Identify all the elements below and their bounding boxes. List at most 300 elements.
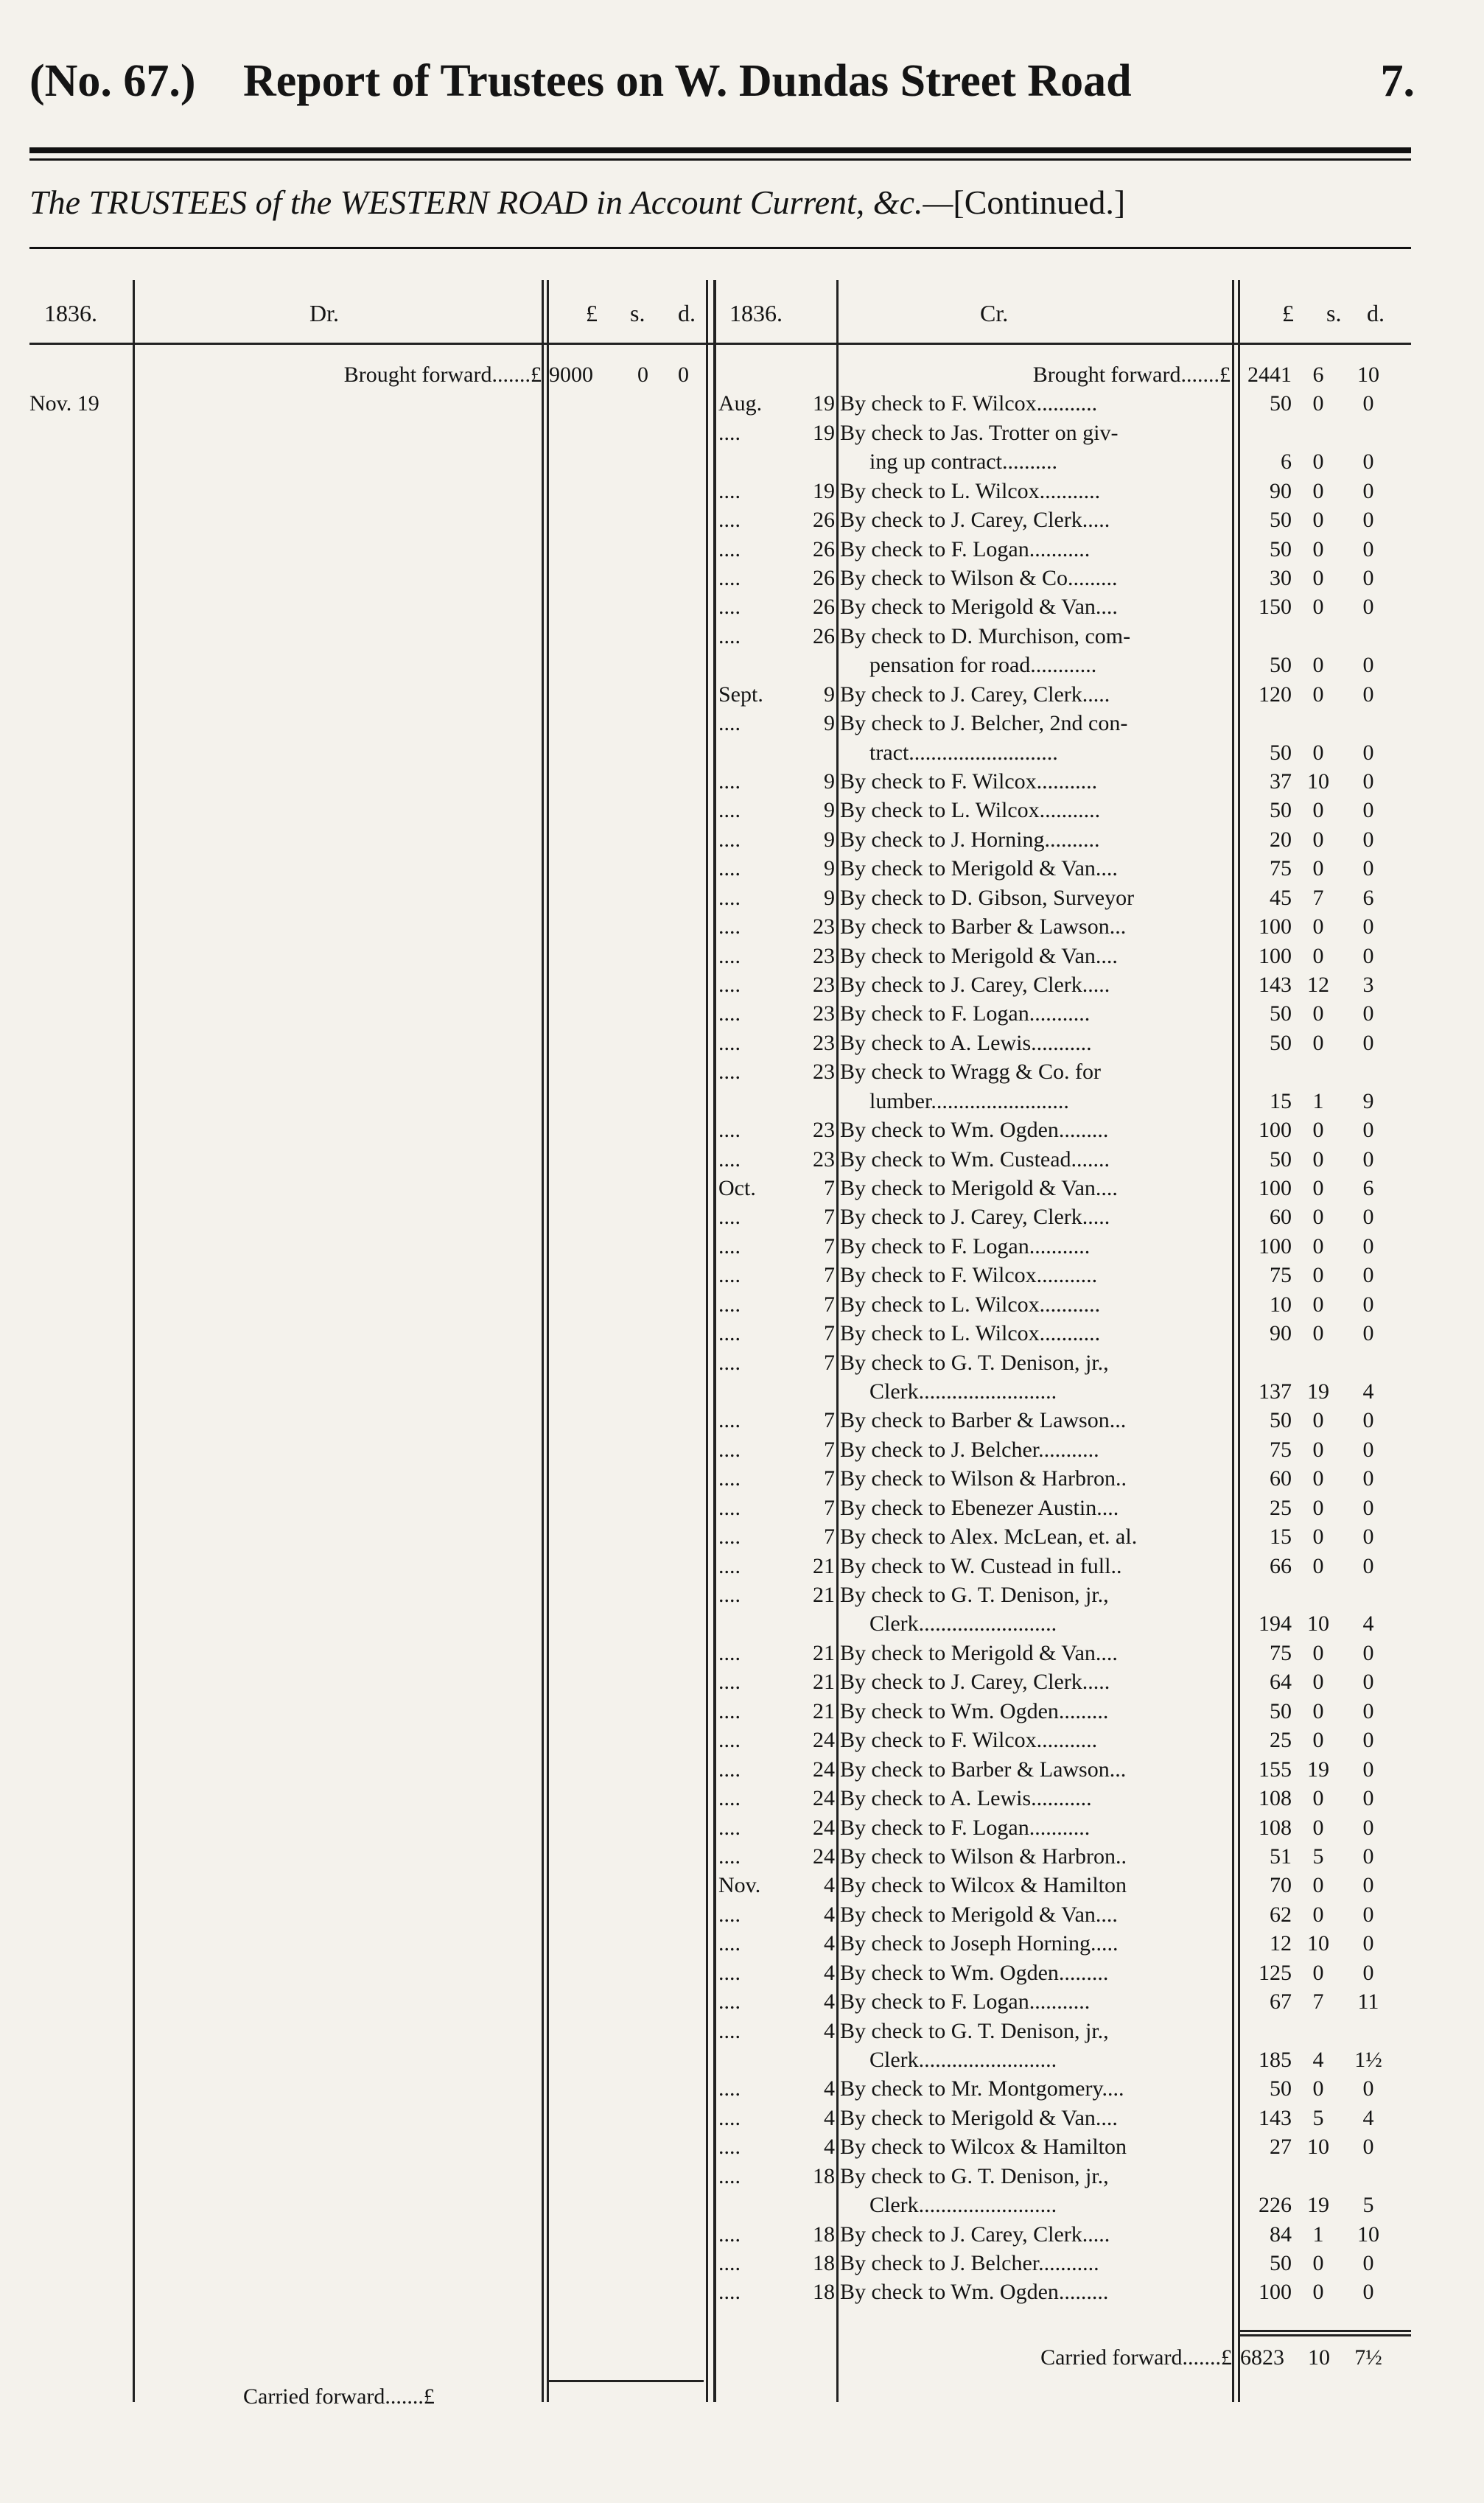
credit-day: [792, 651, 835, 679]
credit-day: 9: [824, 682, 835, 707]
credit-pounds: 120: [1259, 682, 1292, 707]
credit-day: 9: [824, 827, 835, 852]
credit-pounds: 90: [1270, 1321, 1292, 1345]
credit-pence: 0: [1362, 1524, 1374, 1549]
debit-year-header: 1836.: [44, 300, 97, 326]
credit-day: 21: [813, 1554, 835, 1578]
credit-shillings: 10: [1307, 1611, 1329, 1636]
credit-shillings: 0: [1312, 682, 1324, 707]
credit-pence: 0: [1362, 1001, 1374, 1026]
credit-pence: 0: [1362, 1292, 1374, 1317]
credit-month: ....: [718, 1263, 741, 1287]
credit-pence: 0: [1362, 1408, 1374, 1432]
credit-month: ....: [718, 1554, 741, 1578]
credit-day: 23: [813, 1147, 835, 1172]
credit-description: By check to A. Lewis...........: [840, 1031, 1092, 1055]
credit-pounds: 155: [1259, 1757, 1292, 1782]
credit-day: [792, 1609, 835, 1638]
credit-month: Sept.: [718, 682, 763, 707]
credit-description: By check to G. T. Denison, jr.,: [840, 2164, 1109, 2188]
header-rule-thin: [29, 158, 1411, 161]
credit-description: By check to Merigold & Van....: [840, 2106, 1118, 2130]
column-rule: [713, 280, 716, 2402]
credit-pence: 0: [1362, 1873, 1374, 1897]
credit-pounds: 25: [1270, 1728, 1292, 1752]
credit-pence: 0: [1362, 1554, 1374, 1578]
credit-description: ing up contract..........: [869, 449, 1057, 474]
credit-pence: 4: [1362, 2106, 1374, 2130]
credit-month: ....: [718, 2076, 741, 2101]
credit-day: 26: [813, 537, 835, 561]
credit-shillings: 7: [1312, 1989, 1324, 2014]
credit-total-rule: [1240, 2330, 1411, 2332]
credit-month: Oct.: [718, 1176, 756, 1200]
credit-shillings: 1: [1312, 2222, 1324, 2247]
debit-brought-pence: 0: [678, 363, 689, 387]
credit-month: Nov.: [718, 1873, 761, 1897]
credit-pounds: 50: [1270, 1699, 1292, 1723]
credit-month: ....: [718, 1438, 741, 1462]
credit-pounds: 75: [1270, 1263, 1292, 1287]
debit-brought-label: Brought forward.......£: [343, 363, 542, 387]
continued-label: [Continued.]: [953, 183, 1126, 221]
credit-pence: 0: [1362, 653, 1374, 677]
credit-pounds: 50: [1270, 798, 1292, 822]
credit-pence: 0: [1362, 566, 1374, 590]
credit-shillings: 0: [1312, 1902, 1324, 1927]
credit-pounds: 45: [1270, 886, 1292, 910]
credit-carried-pounds: 6823: [1240, 2345, 1284, 2370]
credit-pounds: 50: [1270, 537, 1292, 561]
credit-shillings: 0: [1312, 914, 1324, 939]
credit-day: 7: [824, 1466, 835, 1491]
credit-pounds: 15: [1270, 1089, 1292, 1113]
credit-shillings: 1: [1312, 1089, 1324, 1113]
credit-pounds: 194: [1259, 1611, 1292, 1636]
credit-day: 9: [824, 769, 835, 794]
credit-description: By check to J. Belcher, 2nd con-: [840, 711, 1128, 735]
credit-shillings: [1295, 2017, 1341, 2045]
credit-pounds: 50: [1270, 741, 1292, 765]
credit-description: By check to Merigold & Van....: [840, 1902, 1118, 1927]
subtitle-rule: [29, 247, 1411, 249]
credit-shillings: [1295, 709, 1341, 738]
credit-description: By check to J. Carey, Clerk.....: [840, 973, 1110, 997]
credit-shillings: 0: [1312, 566, 1324, 590]
credit-month: ....: [718, 2222, 741, 2247]
credit-pence: 0: [1362, 1844, 1374, 1869]
credit-pence: 0: [1362, 741, 1374, 765]
credit-pounds: [1240, 622, 1292, 651]
credit-description: lumber.........................: [869, 1089, 1069, 1113]
credit-day: 4: [824, 2076, 835, 2101]
debit-shillings-header: s.: [630, 300, 645, 326]
credit-pounds: 6: [1281, 449, 1292, 474]
credit-pounds: 100: [1259, 2280, 1292, 2304]
credit-day: 7: [824, 1234, 835, 1258]
credit-description: By check to Barber & Lawson...: [840, 914, 1127, 939]
credit-day: 21: [813, 1670, 835, 1694]
credit-pounds: 100: [1259, 944, 1292, 968]
credit-column-header: Cr.: [980, 300, 1009, 326]
credit-pounds: [1240, 709, 1292, 738]
credit-pounds: 70: [1270, 1873, 1292, 1897]
credit-day: [792, 2191, 835, 2219]
credit-description: By check to J. Carey, Clerk.....: [840, 508, 1110, 532]
credit-pence: 0: [1362, 2135, 1374, 2159]
credit-day: 23: [813, 914, 835, 939]
credit-pence: [1343, 419, 1394, 447]
credit-shillings: 12: [1307, 973, 1329, 997]
credit-shillings: [1295, 1348, 1341, 1377]
credit-month: ....: [718, 1001, 741, 1026]
credit-pounds: 27: [1270, 2135, 1292, 2159]
credit-pence: 0: [1362, 1728, 1374, 1752]
credit-pence: 0: [1362, 1438, 1374, 1462]
credit-month: ....: [718, 973, 741, 997]
credit-description: By check to G. T. Denison, jr.,: [840, 1583, 1109, 1607]
debit-brought-pounds: 9000: [549, 363, 593, 387]
credit-shillings: 0: [1312, 653, 1324, 677]
credit-month: [718, 360, 792, 389]
credit-day: 7: [824, 1351, 835, 1375]
credit-pounds: 50: [1270, 1031, 1292, 1055]
credit-description: By check to L. Wilcox...........: [840, 1292, 1101, 1317]
credit-carried-shillings: 10: [1308, 2345, 1330, 2370]
credit-pence: 0: [1362, 479, 1374, 503]
credit-day: 18: [813, 2164, 835, 2188]
credit-pence: 0: [1362, 391, 1374, 416]
credit-shillings: 0: [1312, 1001, 1324, 1026]
credit-description: Clerk.........................: [869, 1611, 1057, 1636]
credit-month: ....: [718, 624, 741, 648]
credit-month: [718, 2045, 792, 2074]
credit-description: By check to F. Logan...........: [840, 1234, 1091, 1258]
credit-pounds: 75: [1270, 1641, 1292, 1665]
credit-month: ....: [718, 1118, 741, 1142]
credit-pence: 0: [1362, 449, 1374, 474]
credit-description: By check to Jas. Trotter on giv-: [840, 421, 1119, 445]
credit-shillings: 0: [1312, 1234, 1324, 1258]
credit-shillings: 0: [1312, 1728, 1324, 1752]
credit-month: [718, 1377, 792, 1406]
credit-month: [718, 651, 792, 679]
credit-shillings: 0: [1312, 1321, 1324, 1345]
credit-description: By check to Ebenezer Austin....: [840, 1496, 1119, 1520]
credit-shillings: 0: [1312, 2251, 1324, 2275]
credit-month: ....: [718, 1205, 741, 1229]
credit-description: By check to A. Lewis...........: [840, 1786, 1092, 1810]
credit-day: 4: [824, 2106, 835, 2130]
document-number: (No. 67.): [29, 56, 196, 106]
credit-pounds: 185: [1259, 2048, 1292, 2072]
credit-pounds: 64: [1270, 1670, 1292, 1694]
credit-month: ....: [718, 2106, 741, 2130]
credit-day: 7: [824, 1438, 835, 1462]
credit-month: ....: [718, 944, 741, 968]
credit-pence: 0: [1362, 1147, 1374, 1172]
credit-pounds: 125: [1259, 1961, 1292, 1985]
credit-day: [792, 447, 835, 476]
credit-month: ....: [718, 1321, 741, 1345]
credit-pounds: 10: [1270, 1292, 1292, 1317]
credit-month: ....: [718, 566, 741, 590]
credit-month: ....: [718, 1060, 741, 1084]
credit-pounds: 12: [1270, 1931, 1292, 1956]
credit-month: ....: [718, 2251, 741, 2275]
credit-pence: [1343, 709, 1394, 738]
credit-month: ....: [718, 508, 741, 532]
credit-pence: 0: [1362, 1641, 1374, 1665]
credit-month: ....: [718, 769, 741, 794]
credit-pence: 0: [1362, 1961, 1374, 1985]
credit-pence: 0: [1362, 1816, 1374, 1840]
credit-pounds: 100: [1259, 1176, 1292, 1200]
credit-shillings: [1295, 419, 1341, 447]
credit-day: 19: [813, 479, 835, 503]
credit-pounds: 25: [1270, 1496, 1292, 1520]
credit-shillings: 0: [1312, 1466, 1324, 1491]
credit-description: By check to F. Wilcox...........: [840, 391, 1098, 416]
credit-pence: 0: [1362, 2251, 1374, 2275]
column-rule: [836, 280, 839, 2402]
credit-month: ....: [718, 798, 741, 822]
credit-description: By check to F. Logan...........: [840, 1989, 1091, 2014]
credit-pence: 0: [1362, 798, 1374, 822]
credit-description: By check to Wragg & Co. for: [840, 1060, 1101, 1084]
debit-total-rule: [549, 2380, 704, 2382]
credit-description: By check to Wilcox & Hamilton: [840, 2135, 1127, 2159]
credit-pounds: 100: [1259, 1234, 1292, 1258]
credit-day: 7: [824, 1205, 835, 1229]
credit-month: ....: [718, 595, 741, 619]
credit-pounds: 84: [1270, 2222, 1292, 2247]
credit-day: 4: [824, 2019, 835, 2043]
credit-description: By check to Merigold & Van....: [840, 856, 1118, 881]
credit-pounds: 226: [1259, 2193, 1292, 2217]
credit-shillings: 0: [1312, 1641, 1324, 1665]
credit-shillings: 0: [1312, 944, 1324, 968]
credit-description: By check to Barber & Lawson...: [840, 1408, 1127, 1432]
credit-month: ....: [718, 2164, 741, 2188]
credit-description: By check to Merigold & Van....: [840, 595, 1118, 619]
credit-description: By check to Merigold & Van....: [840, 1176, 1118, 1200]
credit-shillings: 0: [1312, 1031, 1324, 1055]
credit-pounds: 100: [1259, 1118, 1292, 1142]
credit-pounds: 67: [1270, 1989, 1292, 2014]
credit-month: ....: [718, 1234, 741, 1258]
credit-pence-header: d.: [1367, 300, 1385, 326]
credit-day: 24: [813, 1786, 835, 1810]
credit-pence: 0: [1362, 769, 1374, 794]
credit-day: [792, 2045, 835, 2074]
debit-date: Nov. 19: [29, 391, 99, 416]
credit-shillings: 0: [1312, 1176, 1324, 1200]
credit-carried-label: Carried forward.......£: [1040, 2345, 1232, 2370]
credit-shillings: 0: [1312, 1292, 1324, 1317]
credit-pence: 5: [1362, 2193, 1374, 2217]
credit-pence: 0: [1362, 1699, 1374, 1723]
credit-month: ....: [718, 1466, 741, 1491]
credit-shillings: 0: [1312, 1670, 1324, 1694]
credit-shillings: 0: [1312, 856, 1324, 881]
credit-pounds: 37: [1270, 769, 1292, 794]
credit-day: 23: [813, 944, 835, 968]
credit-description: By check to Mr. Montgomery....: [840, 2076, 1124, 2101]
credit-description: By check to J. Carey, Clerk.....: [840, 1670, 1110, 1694]
credit-day: 24: [813, 1816, 835, 1840]
credit-shillings: 0: [1312, 391, 1324, 416]
credit-pence: 0: [1362, 508, 1374, 532]
credit-shillings: 0: [1312, 449, 1324, 474]
credit-description: By check to D. Gibson, Surveyor: [840, 886, 1135, 910]
credit-day: 7: [824, 1292, 835, 1317]
credit-pounds: 90: [1270, 479, 1292, 503]
credit-description: tract...........................: [869, 741, 1058, 765]
credit-day: 4: [824, 1931, 835, 1956]
credit-month: ....: [718, 479, 741, 503]
credit-month: ....: [718, 1902, 741, 1927]
credit-shillings: 0: [1312, 508, 1324, 532]
column-rule: [547, 280, 549, 2402]
credit-pence: 4: [1362, 1379, 1374, 1404]
credit-pence: 0: [1362, 1786, 1374, 1810]
credit-day: 24: [813, 1844, 835, 1869]
credit-description: By check to F. Wilcox...........: [840, 1728, 1098, 1752]
credit-pounds: 60: [1270, 1466, 1292, 1491]
credit-day: 21: [813, 1641, 835, 1665]
credit-day: 4: [824, 1873, 835, 1897]
credit-pounds: 15: [1270, 1524, 1292, 1549]
credit-pence: [1343, 1580, 1394, 1609]
credit-pence: 6: [1362, 1176, 1374, 1200]
credit-month: ....: [718, 1844, 741, 1869]
credit-shillings: 19: [1307, 1379, 1329, 1404]
credit-description: By check to Joseph Horning.....: [840, 1931, 1119, 1956]
credit-shillings: 0: [1312, 1699, 1324, 1723]
credit-pounds-header: £: [1282, 300, 1294, 326]
debit-carried-label: Carried forward.......£: [243, 2384, 435, 2409]
credit-shillings: 0: [1312, 1263, 1324, 1287]
credit-description: By check to Alex. McLean, et. al.: [840, 1524, 1138, 1549]
credit-description: By check to G. T. Denison, jr.,: [840, 1351, 1109, 1375]
credit-description: By check to Wilson & Harbron..: [840, 1466, 1127, 1491]
credit-day: 24: [813, 1757, 835, 1782]
credit-day: 23: [813, 1031, 835, 1055]
credit-month: ....: [718, 886, 741, 910]
credit-description: By check to J. Belcher...........: [840, 2251, 1099, 2275]
credit-shillings: 10: [1307, 1931, 1329, 1956]
credit-pence: [1343, 1348, 1394, 1377]
credit-month: ....: [718, 1292, 741, 1317]
credit-day: 26: [813, 595, 835, 619]
credit-pence: 0: [1362, 1263, 1374, 1287]
credit-month: ....: [718, 1583, 741, 1607]
credit-day: 7: [824, 1524, 835, 1549]
page-title: Report of Trustees on W. Dundas Street Road: [243, 56, 1132, 106]
credit-pounds: 150: [1259, 595, 1292, 619]
credit-shillings: 19: [1307, 1757, 1329, 1782]
credit-pounds: 75: [1270, 856, 1292, 881]
credit-month: ....: [718, 1728, 741, 1752]
credit-month: ....: [718, 1931, 741, 1956]
debit-brought-shillings: 0: [637, 363, 648, 387]
credit-shillings: 10: [1307, 769, 1329, 794]
credit-shillings: 0: [1312, 1873, 1324, 1897]
credit-month: ....: [718, 537, 741, 561]
credit-month: ....: [718, 1408, 741, 1432]
credit-shillings: 0: [1312, 537, 1324, 561]
credit-shillings: [1295, 2162, 1341, 2191]
credit-month: Aug.: [718, 391, 763, 416]
credit-pence: [1343, 2162, 1394, 2191]
credit-day: 9: [824, 798, 835, 822]
credit-pence: 0: [1362, 914, 1374, 939]
credit-day: 9: [824, 856, 835, 881]
credit-pence: 6: [1362, 886, 1374, 910]
credit-pence: 9: [1362, 1089, 1374, 1113]
credit-pence: 3: [1362, 973, 1374, 997]
credit-pence: 11: [1357, 1989, 1379, 2014]
credit-carried-pence: 7½: [1354, 2345, 1382, 2370]
credit-month: ....: [718, 1989, 741, 2014]
credit-pence: 0: [1362, 944, 1374, 968]
credit-shillings: [1295, 1057, 1341, 1086]
credit-pence: 0: [1362, 1118, 1374, 1142]
credit-pence: 0: [1362, 595, 1374, 619]
credit-description: By check to Wilson & Harbron..: [840, 1844, 1127, 1869]
credit-description: Brought forward.......£: [1032, 363, 1231, 387]
credit-month: ....: [718, 1147, 741, 1172]
credit-pounds: 2441: [1247, 363, 1292, 387]
credit-day: 21: [813, 1699, 835, 1723]
account-subtitle: [29, 181, 1415, 225]
credit-month: ....: [718, 1699, 741, 1723]
credit-year-header: 1836.: [729, 300, 783, 326]
credit-shillings: 0: [1312, 1205, 1324, 1229]
credit-pounds: 50: [1270, 1147, 1292, 1172]
debit-column-header: Dr.: [309, 300, 339, 326]
credit-month: [718, 1087, 792, 1116]
credit-shillings: 5: [1312, 1844, 1324, 1869]
page-number: 7.: [1380, 56, 1415, 106]
credit-pounds: [1240, 2162, 1292, 2191]
credit-shillings: 0: [1312, 741, 1324, 765]
credit-pounds: 50: [1270, 653, 1292, 677]
credit-pence: 4: [1362, 1611, 1374, 1636]
credit-shillings: 0: [1312, 1786, 1324, 1810]
credit-pounds: 100: [1259, 914, 1292, 939]
credit-pounds: 50: [1270, 1408, 1292, 1432]
credit-day: [792, 1377, 835, 1406]
credit-month: ....: [718, 2135, 741, 2159]
credit-shillings: 0: [1312, 595, 1324, 619]
credit-pence: 0: [1362, 1321, 1374, 1345]
credit-description: By check to Merigold & Van....: [840, 944, 1118, 968]
credit-description: By check to F. Logan...........: [840, 1001, 1091, 1026]
credit-description: By check to L. Wilcox...........: [840, 479, 1101, 503]
credit-month: [718, 738, 792, 767]
credit-day: 23: [813, 1118, 835, 1142]
credit-description: By check to F. Logan...........: [840, 1816, 1091, 1840]
credit-month: ....: [718, 1786, 741, 1810]
credit-pounds: 108: [1259, 1816, 1292, 1840]
credit-shillings: 10: [1307, 2135, 1329, 2159]
credit-pence: 0: [1362, 856, 1374, 881]
credit-description: By check to J. Carey, Clerk.....: [840, 682, 1110, 707]
credit-description: By check to D. Murchison, com-: [840, 624, 1131, 648]
credit-pounds: [1240, 1348, 1292, 1377]
